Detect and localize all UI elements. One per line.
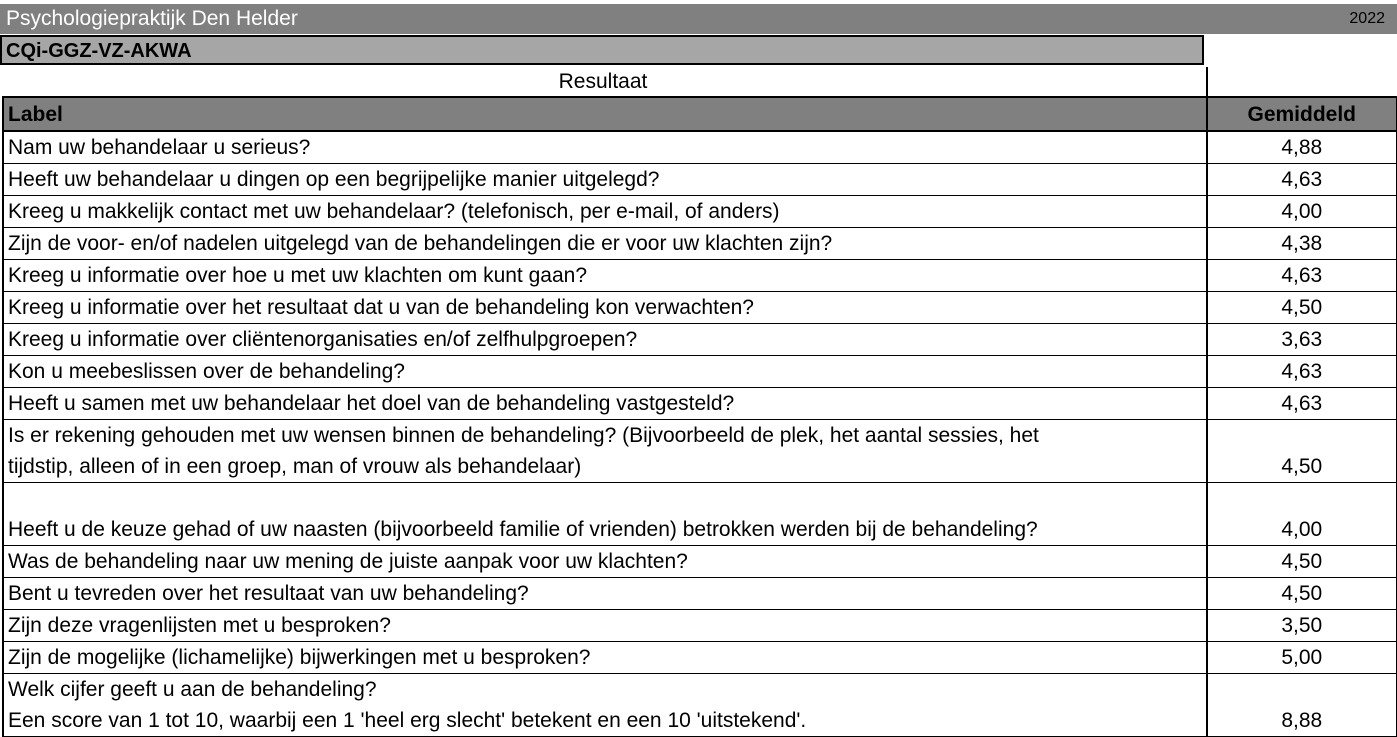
- row-value: 4,38: [1207, 228, 1396, 260]
- questionnaire-code-bar: [0, 35, 1204, 65]
- row-value: 4,88: [1207, 131, 1396, 164]
- row-label: Heeft u de keuze gehad of uw naasten (bijvoorbeeld familie of vrienden) betrokken werden bij de behandeling?: [3, 483, 1207, 546]
- table-row: [3, 196, 1396, 228]
- questionnaire-code: CQi-GGZ-VZ-AKWA: [6, 40, 192, 62]
- row-value: 4,63: [1207, 164, 1396, 196]
- table-row: [3, 674, 1396, 737]
- table-row: [3, 642, 1396, 674]
- title-bar: [0, 4, 1397, 34]
- table-row: [3, 420, 1396, 483]
- column-header-label: Label: [3, 97, 1207, 131]
- row-value: 8,88: [1207, 674, 1396, 737]
- row-label: Kon u meebeslissen over de behandeling?: [3, 356, 1207, 388]
- result-heading: Resultaat: [558, 70, 648, 93]
- row-value: 4,50: [1207, 292, 1396, 324]
- table-row: [3, 292, 1396, 324]
- table-row: [3, 483, 1396, 546]
- row-label: Kreeg u informatie over het resultaat dat u van de behandeling kon verwachten?: [3, 292, 1207, 324]
- report-year: 2022: [1349, 10, 1385, 27]
- results-table: [2, 96, 1397, 737]
- row-value: 5,00: [1207, 642, 1396, 674]
- row-value: 3,63: [1207, 324, 1396, 356]
- row-label: Heeft uw behandelaar u dingen op een begrijpelijke manier uitgelegd?: [3, 164, 1207, 196]
- row-label: Nam uw behandelaar u serieus?: [3, 131, 1207, 164]
- row-label: Kreeg u informatie over cliëntenorganisaties en/of zelfhulpgroepen?: [3, 324, 1207, 356]
- row-label: Kreeg u informatie over hoe u met uw klachten om kunt gaan?: [3, 260, 1207, 292]
- row-label: Zijn de mogelijke (lichamelijke) bijwerkingen met u besproken?: [3, 642, 1207, 674]
- table-row: [3, 260, 1396, 292]
- row-label: Was de behandeling naar uw mening de juiste aanpak voor uw klachten?: [3, 546, 1207, 578]
- row-value: 4,00: [1207, 483, 1396, 546]
- table-row: [3, 578, 1396, 610]
- row-value: 4,63: [1207, 260, 1396, 292]
- row-label: Zijn deze vragenlijsten met u besproken?: [3, 610, 1207, 642]
- row-value: 4,63: [1207, 388, 1396, 420]
- row-label: Heeft u samen met uw behandelaar het doel van de behandeling vastgesteld?: [3, 388, 1207, 420]
- row-label: [3, 674, 1207, 737]
- table-row: [3, 388, 1396, 420]
- row-value: 4,63: [1207, 356, 1396, 388]
- table-header-row: [3, 97, 1396, 131]
- table-row: [3, 131, 1396, 164]
- table-row: [3, 356, 1396, 388]
- row-label: [3, 420, 1207, 483]
- table-row: [3, 546, 1396, 578]
- row-label-line: Is er rekening gehouden met uw wensen binnen de behandeling? (Bijvoorbeeld de plek, het aantal sessies, het: [8, 424, 1039, 447]
- row-value: 4,50: [1207, 420, 1396, 483]
- row-label-line: Welk cijfer geeft u aan de behandeling?: [8, 678, 377, 701]
- row-label: Bent u tevreden over het resultaat van uw behandeling?: [3, 578, 1207, 610]
- column-header-average: Gemiddeld: [1207, 97, 1396, 131]
- table-row: [3, 610, 1396, 642]
- row-label-line: Een score van 1 tot 10, waarbij een 1 'heel erg slecht' betekent en een 10 'uitstekend'.: [8, 709, 807, 732]
- table-row: [3, 164, 1396, 196]
- row-label: Zijn de voor- en/of nadelen uitgelegd van de behandelingen die er voor uw klachten zijn?: [3, 228, 1207, 260]
- row-value: 4,50: [1207, 578, 1396, 610]
- row-value: 4,50: [1207, 546, 1396, 578]
- row-label-line: tijdstip, alleen of in een groep, man of vrouw als behandelaar): [8, 455, 582, 478]
- table-row: [3, 228, 1396, 260]
- practice-name: Psychologiepraktijk Den Helder: [6, 7, 298, 30]
- row-value: 3,50: [1207, 610, 1396, 642]
- table-row: [3, 324, 1396, 356]
- row-label: Kreeg u makkelijk contact met uw behandelaar? (telefonisch, per e-mail, of anders): [3, 196, 1207, 228]
- row-value: 4,00: [1207, 196, 1396, 228]
- column-divider: [1206, 67, 1208, 96]
